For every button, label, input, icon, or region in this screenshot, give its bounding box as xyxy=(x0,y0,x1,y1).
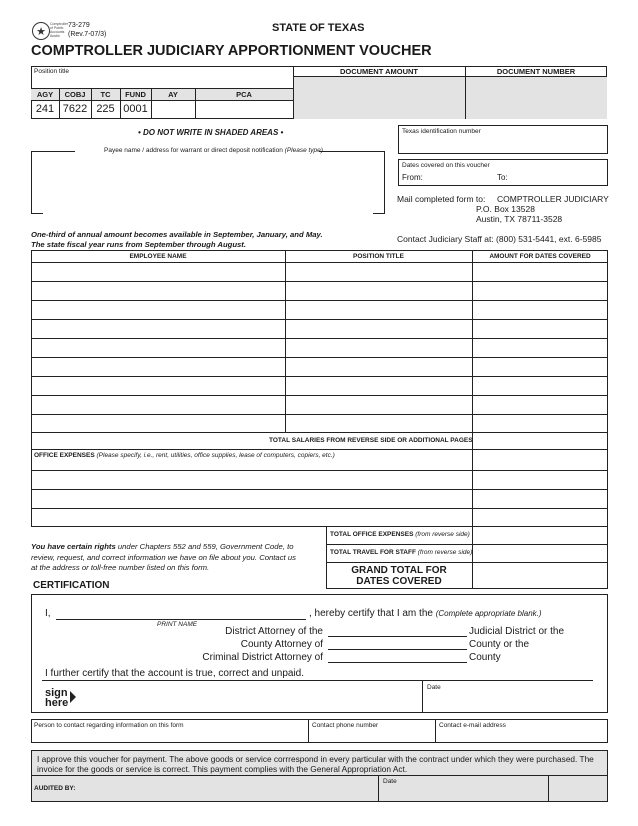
contact-person-field[interactable] xyxy=(33,731,306,742)
document-number-field[interactable] xyxy=(466,77,606,118)
col-agy: AGY xyxy=(36,90,54,99)
grand-total-field[interactable] xyxy=(473,563,607,588)
document-amount-label: DOCUMENT AMOUNT xyxy=(339,67,419,76)
to-date-field[interactable] xyxy=(512,171,604,183)
no-write-notice: • DO NOT WRITE IN SHADED AREAS • xyxy=(138,128,284,137)
agy-value[interactable]: 241 xyxy=(35,103,55,115)
county-attorney-field[interactable] xyxy=(328,638,467,649)
audited-by-label: AUDITED BY: xyxy=(34,785,76,792)
payee-label: Payee name / address for warrant or direct deposit notification (Please type) xyxy=(104,147,323,154)
sign-here-label: sign here xyxy=(45,687,69,709)
criminal-district-field[interactable] xyxy=(328,651,467,662)
cert-right-1: Judicial District or the xyxy=(469,626,565,637)
contact-person-label: Person to contact regarding information on this form xyxy=(34,722,184,729)
col-pca: PCA xyxy=(236,90,252,99)
cert-left-2: County Attorney of xyxy=(240,639,323,650)
position-title-label: Position title xyxy=(34,68,70,75)
approval-date-field[interactable] xyxy=(380,786,546,800)
grand-total-label: GRAND TOTAL FOR DATES COVERED xyxy=(351,565,447,587)
approval-date-label: Date xyxy=(383,778,397,785)
cert-left-3: Criminal District Attorney of xyxy=(202,652,323,663)
contact-email-field[interactable] xyxy=(437,731,606,742)
svg-text:★: ★ xyxy=(36,26,46,38)
list-item[interactable] xyxy=(32,509,607,526)
total-office-expenses: TOTAL OFFICE EXPENSES (from reverse side) xyxy=(330,531,470,538)
contact-email-label: Contact e-mail address xyxy=(439,722,506,729)
col-tc: TC xyxy=(100,90,111,99)
sign-arrow-icon xyxy=(70,690,76,708)
table-row[interactable] xyxy=(32,377,607,394)
table-row[interactable] xyxy=(32,358,607,375)
contact-line: Contact Judiciary Staff at: (800) 531-5441, ext. 6-5985 xyxy=(397,234,602,244)
table-row[interactable] xyxy=(32,320,607,337)
approval-extra-field[interactable] xyxy=(550,777,606,800)
from-date-field[interactable] xyxy=(425,171,493,183)
cert-date-field[interactable] xyxy=(424,692,592,710)
state-heading: STATE OF TEXAS xyxy=(272,22,365,34)
cert-right-3: County xyxy=(469,652,501,663)
cert-i-label: I, xyxy=(45,608,51,619)
print-name-field[interactable] xyxy=(56,606,306,619)
district-field[interactable] xyxy=(328,625,467,636)
seal-text: Comptroller of Public Accounts Austin xyxy=(50,22,69,38)
col-fund: FUND xyxy=(125,90,146,99)
print-name-label: PRINT NAME xyxy=(157,621,198,628)
col-employee-name: EMPLOYEE NAME xyxy=(129,253,187,260)
rights-notice: You have certain rights under Chapters 552 and 559, Government Code, to review, request, and correct information we have on file about you. Contact us at the address or toll-free number listed on this form. xyxy=(31,542,296,572)
form-revision: (Rev.7-07/3) xyxy=(68,31,107,38)
document-number-label: DOCUMENT NUMBER xyxy=(496,67,576,76)
cobj-value[interactable]: 7622 xyxy=(62,103,88,115)
tin-label: Texas identification number xyxy=(402,128,481,135)
table-row[interactable] xyxy=(32,339,607,356)
mail-line-1: COMPTROLLER JUDICIARY xyxy=(497,194,609,204)
office-expenses-label: OFFICE EXPENSES (Please specify, i.e., rent, utilities, office supplies, lease of computers, copiers, etc.) xyxy=(34,452,335,459)
mail-line-2: P.O. Box 13528 xyxy=(476,204,535,214)
total-salaries-field[interactable] xyxy=(473,433,607,448)
contact-phone-label: Contact phone number xyxy=(312,722,379,729)
form-title: COMPTROLLER JUDICIARY APPORTIONMENT VOUCHER xyxy=(31,43,432,59)
to-label: To: xyxy=(497,173,508,182)
audited-by-field[interactable] xyxy=(90,777,376,800)
table-row[interactable] xyxy=(32,415,607,431)
dates-covered-label: Dates covered on this voucher xyxy=(402,162,490,169)
cert-date-label: Date xyxy=(427,684,441,691)
form-number: 73-279 xyxy=(68,22,90,29)
cert-hereby: , hereby certify that I am the (Complete appropriate blank.) xyxy=(309,608,542,619)
payee-address-field[interactable] xyxy=(33,156,381,211)
total-travel-field[interactable] xyxy=(473,545,607,561)
total-office-expenses-field[interactable] xyxy=(473,527,607,543)
cert-further: I further certify that the account is true, correct and unpaid. xyxy=(45,668,305,679)
table-row[interactable] xyxy=(32,301,607,318)
cert-left-1: District Attorney of the xyxy=(225,626,323,637)
certification-heading: CERTIFICATION xyxy=(33,580,110,591)
list-item[interactable] xyxy=(32,471,607,488)
comptroller-seal xyxy=(32,22,50,40)
tc-value[interactable]: 225 xyxy=(96,103,115,115)
cert-right-2: County or the xyxy=(469,639,530,650)
mail-line-3: Austin, TX 78711-3528 xyxy=(476,214,563,224)
total-travel: TOTAL TRAVEL FOR STAFF (from reverse side) xyxy=(330,549,473,556)
note-line-2: The state fiscal year runs from September through August. xyxy=(31,240,247,249)
note-line-1: One-third of annual amount becomes available in September, January, and May. xyxy=(31,230,323,239)
approval-text: I approve this voucher for payment. The above goods or service corrrespond in every particular with the contract under which they were purchased. The invoice for the goods or service is correct. This payment complies with the General Appropriation Act. xyxy=(37,754,594,774)
col-position-title: POSITION TITLE xyxy=(353,253,404,260)
total-salaries-label: TOTAL SALARIES FROM REVERSE SIDE OR ADDITIONAL PAGES xyxy=(269,437,473,444)
table-row[interactable] xyxy=(32,282,607,299)
table-row[interactable] xyxy=(32,263,607,280)
col-ay: AY xyxy=(168,90,178,99)
from-label: From: xyxy=(402,173,423,182)
col-cobj: COBJ xyxy=(64,90,86,99)
document-amount-field[interactable] xyxy=(294,77,464,118)
col-amount: AMOUNT FOR DATES COVERED xyxy=(489,253,591,260)
position-title-field[interactable] xyxy=(32,76,292,87)
mail-to-label: Mail completed form to: xyxy=(397,194,486,204)
signature-field[interactable] xyxy=(80,682,420,710)
list-item[interactable] xyxy=(32,490,607,507)
table-row[interactable] xyxy=(32,396,607,413)
fund-value[interactable]: 0001 xyxy=(123,103,148,115)
contact-phone-field[interactable] xyxy=(310,731,433,742)
